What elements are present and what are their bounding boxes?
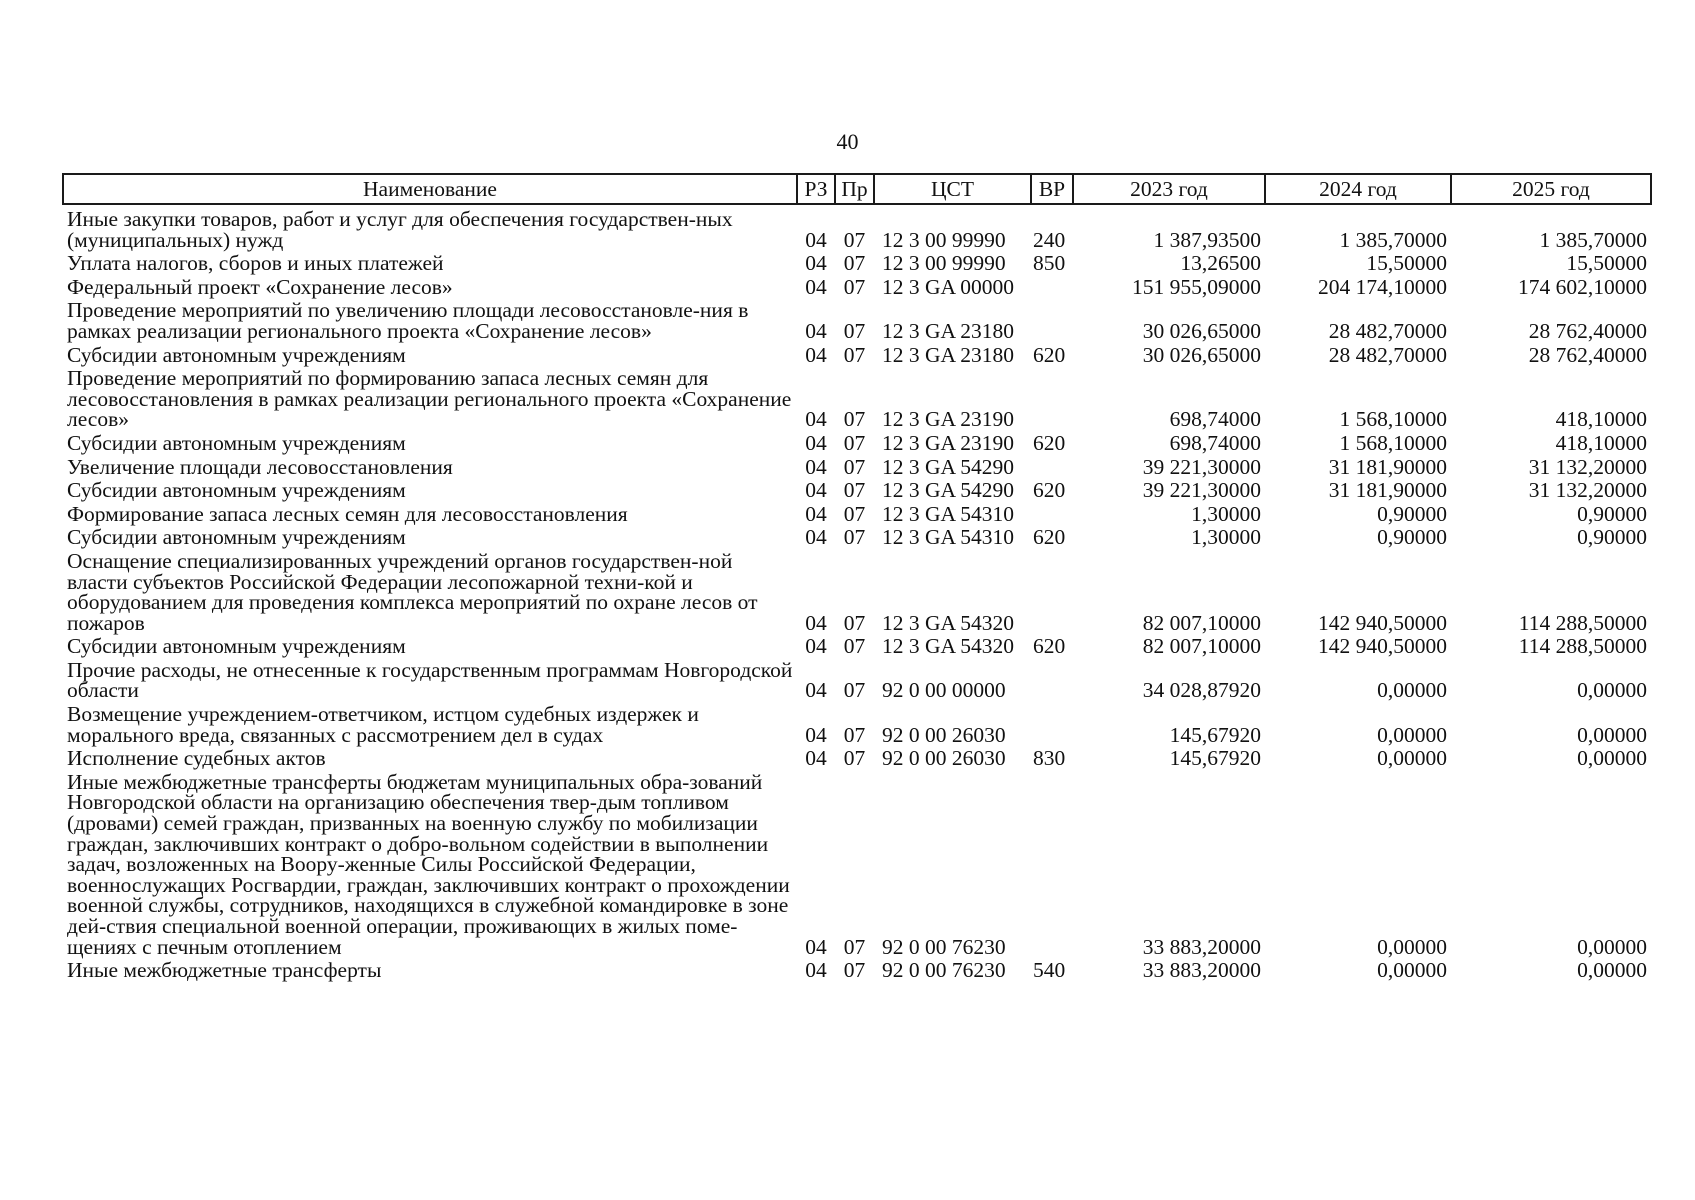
cell-name: Субсидии автономным учреждениям	[67, 525, 406, 550]
cell-vr: 240	[1033, 227, 1066, 252]
cell-2024: 204 174,10000	[1318, 274, 1447, 299]
cell-rz: 04	[805, 934, 827, 959]
cell-name: Исполнение судебных актов	[67, 746, 326, 771]
table-row	[63, 430, 1651, 454]
cell-2025: 0,00000	[1577, 746, 1647, 771]
cell-2025: 174 602,10000	[1518, 274, 1647, 299]
cell-2024: 142 940,50000	[1318, 634, 1447, 659]
cell-rz: 04	[805, 634, 827, 659]
cell-2023: 30 026,65000	[1142, 342, 1261, 367]
cell-rz: 04	[805, 407, 827, 432]
cell-pr: 07	[843, 958, 866, 983]
cell-name: Субсидии автономным учреждениям	[67, 342, 406, 367]
cell-2023: 82 007,10000	[1142, 634, 1261, 659]
cell-pr: 07	[843, 430, 866, 455]
cell-pr: 07	[843, 501, 866, 526]
cell-name: Формирование запаса лесных семян для лесовосстановления	[67, 501, 628, 526]
cell-2023: 39 221,30000	[1142, 478, 1261, 503]
cell-2023: 30 026,65000	[1142, 318, 1261, 343]
cell-2024: 15,50000	[1366, 251, 1447, 276]
header-rz: РЗ	[797, 174, 835, 204]
table-row	[63, 250, 1651, 274]
cell-pr: 07	[843, 678, 866, 703]
cell-2025: 15,50000	[1566, 251, 1647, 276]
table-row	[63, 274, 1651, 298]
cell-cst: 12 3 GA 23190	[882, 407, 1014, 432]
table-row	[63, 548, 1651, 633]
cell-pr: 07	[843, 478, 866, 503]
cell-2024: 0,90000	[1377, 525, 1447, 550]
cell-rz: 04	[805, 274, 827, 299]
table-row	[63, 657, 1651, 701]
cell-2025: 28 762,40000	[1528, 342, 1647, 367]
table-row	[63, 454, 1651, 478]
cell-vr	[1031, 454, 1073, 478]
cell-pr: 07	[843, 746, 866, 771]
cell-rz: 04	[805, 746, 827, 771]
table-body	[63, 204, 1651, 981]
header-2023: 2023 год	[1073, 174, 1265, 204]
cell-rz: 04	[805, 610, 827, 635]
cell-vr: 620	[1033, 634, 1066, 659]
header-2025: 2025 год	[1451, 174, 1651, 204]
cell-2024: 0,00000	[1377, 722, 1447, 747]
header-name: Наименование	[63, 174, 797, 204]
cell-2024: 31 181,90000	[1328, 454, 1447, 479]
cell-rz: 04	[805, 318, 827, 343]
cell-2025: 1 385,70000	[1539, 227, 1647, 252]
cell-2024: 0,00000	[1377, 934, 1447, 959]
cell-2023: 33 883,20000	[1142, 958, 1261, 983]
cell-name: Субсидии автономным учреждениям	[67, 478, 406, 503]
header-cst: ЦСТ	[874, 174, 1031, 204]
cell-cst: 12 3 GA 54320	[882, 634, 1014, 659]
cell-cst: 12 3 00 99990	[882, 251, 1006, 276]
cell-pr: 07	[843, 525, 866, 550]
table-row	[63, 701, 1651, 745]
cell-2025: 0,90000	[1577, 525, 1647, 550]
cell-2023: 698,74000	[1169, 407, 1261, 432]
cell-2023: 1,30000	[1191, 525, 1261, 550]
cell-2025: 31 132,20000	[1528, 454, 1647, 479]
cell-name: Прочие расходы, не отнесенные к государственным программам Новгородской области	[67, 657, 793, 703]
cell-name: Субсидии автономным учреждениям	[67, 634, 406, 659]
cell-vr	[1031, 501, 1073, 525]
cell-name: Иные закупки товаров, работ и услуг для обеспечения государствен-ных (муниципальных) нужд	[67, 207, 733, 252]
header-vr: ВР	[1031, 174, 1073, 204]
table-row	[63, 342, 1651, 366]
cell-cst: 12 3 GA 54310	[882, 525, 1014, 550]
cell-rz: 04	[805, 227, 827, 252]
cell-pr: 07	[843, 454, 866, 479]
cell-rz: 04	[805, 958, 827, 983]
table-row	[63, 204, 1651, 250]
cell-2025: 418,10000	[1555, 430, 1647, 455]
header-pr: Пр	[835, 174, 874, 204]
cell-vr	[1031, 548, 1073, 633]
cell-rz: 04	[805, 478, 827, 503]
table-row	[63, 477, 1651, 501]
cell-2025: 28 762,40000	[1528, 318, 1647, 343]
cell-2024: 1 385,70000	[1339, 227, 1447, 252]
cell-rz: 04	[805, 251, 827, 276]
cell-2025: 0,90000	[1577, 501, 1647, 526]
cell-2023: 1 387,93500	[1153, 227, 1261, 252]
table-row	[63, 524, 1651, 548]
cell-2024: 0,00000	[1377, 678, 1447, 703]
cell-pr: 07	[843, 227, 866, 252]
cell-pr: 07	[843, 407, 866, 432]
cell-pr: 07	[843, 342, 866, 367]
cell-cst: 12 3 GA 54290	[882, 454, 1014, 479]
cell-2023: 34 028,87920	[1142, 678, 1261, 703]
cell-2024: 0,00000	[1377, 958, 1447, 983]
cell-cst: 12 3 GA 23180	[882, 342, 1014, 367]
cell-2024: 28 482,70000	[1328, 342, 1447, 367]
cell-rz: 04	[805, 454, 827, 479]
table-row	[63, 957, 1651, 981]
table-row	[63, 769, 1651, 957]
cell-2024: 0,90000	[1377, 501, 1447, 526]
cell-rz: 04	[805, 678, 827, 703]
cell-rz: 04	[805, 342, 827, 367]
cell-2023: 33 883,20000	[1142, 934, 1261, 959]
cell-2025: 0,00000	[1577, 934, 1647, 959]
cell-cst: 12 3 GA 23190	[882, 430, 1014, 455]
cell-pr: 07	[843, 934, 866, 959]
cell-cst: 12 3 GA 54320	[882, 610, 1014, 635]
cell-2024: 1 568,10000	[1339, 407, 1447, 432]
cell-rz: 04	[805, 525, 827, 550]
header-2024: 2024 год	[1265, 174, 1451, 204]
cell-vr	[1031, 769, 1073, 957]
table-header-row	[63, 174, 1651, 204]
table-row	[63, 633, 1651, 657]
cell-vr	[1031, 657, 1073, 701]
cell-pr: 07	[843, 610, 866, 635]
cell-pr: 07	[843, 318, 866, 343]
cell-2023: 82 007,10000	[1142, 610, 1261, 635]
cell-2023: 145,67920	[1169, 746, 1261, 771]
cell-name: Иные межбюджетные трансферты бюджетам муниципальных обра-зований Новгородской области на организацию обеспечения твер-дым топливом (дровами) семей граждан, призванных на военную службу по мобилизации граждан, заключивших контракт о добро-вольном содействии в выполнении задач, возложенных на Воору-женные Силы Российской Федерации, военнослужащих Росгвардии, граждан, заключивших контракт о прохождении военной службы, сотрудников, находящихся в служебной командировке в зоне дей-ствия специальной военной операции, проживающих в жилых поме-щениях с печным отоплением	[67, 769, 790, 959]
cell-pr: 07	[843, 722, 866, 747]
cell-2023: 151 955,09000	[1132, 274, 1261, 299]
cell-cst: 92 0 00 26030	[882, 746, 1006, 771]
cell-2024: 0,00000	[1377, 746, 1447, 771]
cell-vr: 830	[1033, 746, 1066, 771]
cell-name: Субсидии автономным учреждениям	[67, 430, 406, 455]
cell-rz: 04	[805, 501, 827, 526]
cell-2024: 142 940,50000	[1318, 610, 1447, 635]
cell-vr: 620	[1033, 478, 1066, 503]
cell-2023: 698,74000	[1169, 430, 1261, 455]
cell-vr	[1031, 365, 1073, 430]
cell-cst: 92 0 00 76230	[882, 958, 1006, 983]
cell-vr	[1031, 701, 1073, 745]
cell-2025: 0,00000	[1577, 678, 1647, 703]
table-row	[63, 501, 1651, 525]
cell-cst: 12 3 GA 00000	[882, 274, 1014, 299]
cell-2025: 0,00000	[1577, 958, 1647, 983]
cell-pr: 07	[843, 274, 866, 299]
budget-table	[62, 173, 1652, 981]
cell-name: Федеральный проект «Сохранение лесов»	[67, 274, 453, 299]
cell-2024: 31 181,90000	[1328, 478, 1447, 503]
cell-name: Уплата налогов, сборов и иных платежей	[67, 251, 444, 276]
cell-2023: 1,30000	[1191, 501, 1261, 526]
page-number: 40	[836, 129, 859, 154]
table-row	[63, 365, 1651, 430]
cell-2023: 145,67920	[1169, 722, 1261, 747]
cell-name: Проведение мероприятий по формированию запаса лесных семян для лесовосстановления в рамках реализации регионального проекта «Сохранение лесов»	[67, 366, 792, 432]
table-row	[63, 297, 1651, 341]
cell-vr: 540	[1033, 958, 1066, 983]
cell-rz: 04	[805, 430, 827, 455]
cell-pr: 07	[843, 634, 866, 659]
cell-cst: 92 0 00 26030	[882, 722, 1006, 747]
cell-2025: 0,00000	[1577, 722, 1647, 747]
cell-name: Оснащение специализированных учреждений органов государствен-ной власти субъектов Российской Федерации лесопожарной техни-кой и оборудованием для проведения комплекса мероприятий по охране лесов от пожаров	[67, 548, 758, 635]
cell-rz: 04	[805, 722, 827, 747]
cell-vr: 620	[1033, 342, 1066, 367]
cell-2023: 13,26500	[1180, 251, 1261, 276]
cell-2025: 114 288,50000	[1518, 634, 1647, 659]
cell-vr: 850	[1033, 251, 1066, 276]
cell-vr	[1031, 274, 1073, 298]
cell-cst: 92 0 00 00000	[882, 678, 1006, 703]
cell-2025: 418,10000	[1555, 407, 1647, 432]
cell-vr	[1031, 297, 1073, 341]
cell-vr: 620	[1033, 430, 1066, 455]
cell-2023: 39 221,30000	[1142, 454, 1261, 479]
cell-name: Возмещение учреждением-ответчиком, истцом судебных издержек и морального вреда, связанных с рассмотрением дел в судах	[67, 702, 699, 747]
cell-name: Иные межбюджетные трансферты	[67, 958, 382, 983]
cell-2024: 28 482,70000	[1328, 318, 1447, 343]
cell-2025: 114 288,50000	[1518, 610, 1647, 635]
cell-pr: 07	[843, 251, 866, 276]
cell-cst: 12 3 GA 23180	[882, 318, 1014, 343]
cell-cst: 92 0 00 76230	[882, 934, 1006, 959]
cell-name: Проведение мероприятий по увеличению площади лесовосстановле-ния в рамках реализации регионального проекта «Сохранение лесов»	[67, 298, 749, 343]
cell-2024: 1 568,10000	[1339, 430, 1447, 455]
cell-vr: 620	[1033, 525, 1066, 550]
cell-name: Увеличение площади лесовосстановления	[67, 454, 453, 479]
table-row	[63, 745, 1651, 769]
cell-2025: 31 132,20000	[1528, 478, 1647, 503]
cell-cst: 12 3 00 99990	[882, 227, 1006, 252]
cell-cst: 12 3 GA 54310	[882, 501, 1014, 526]
cell-cst: 12 3 GA 54290	[882, 478, 1014, 503]
